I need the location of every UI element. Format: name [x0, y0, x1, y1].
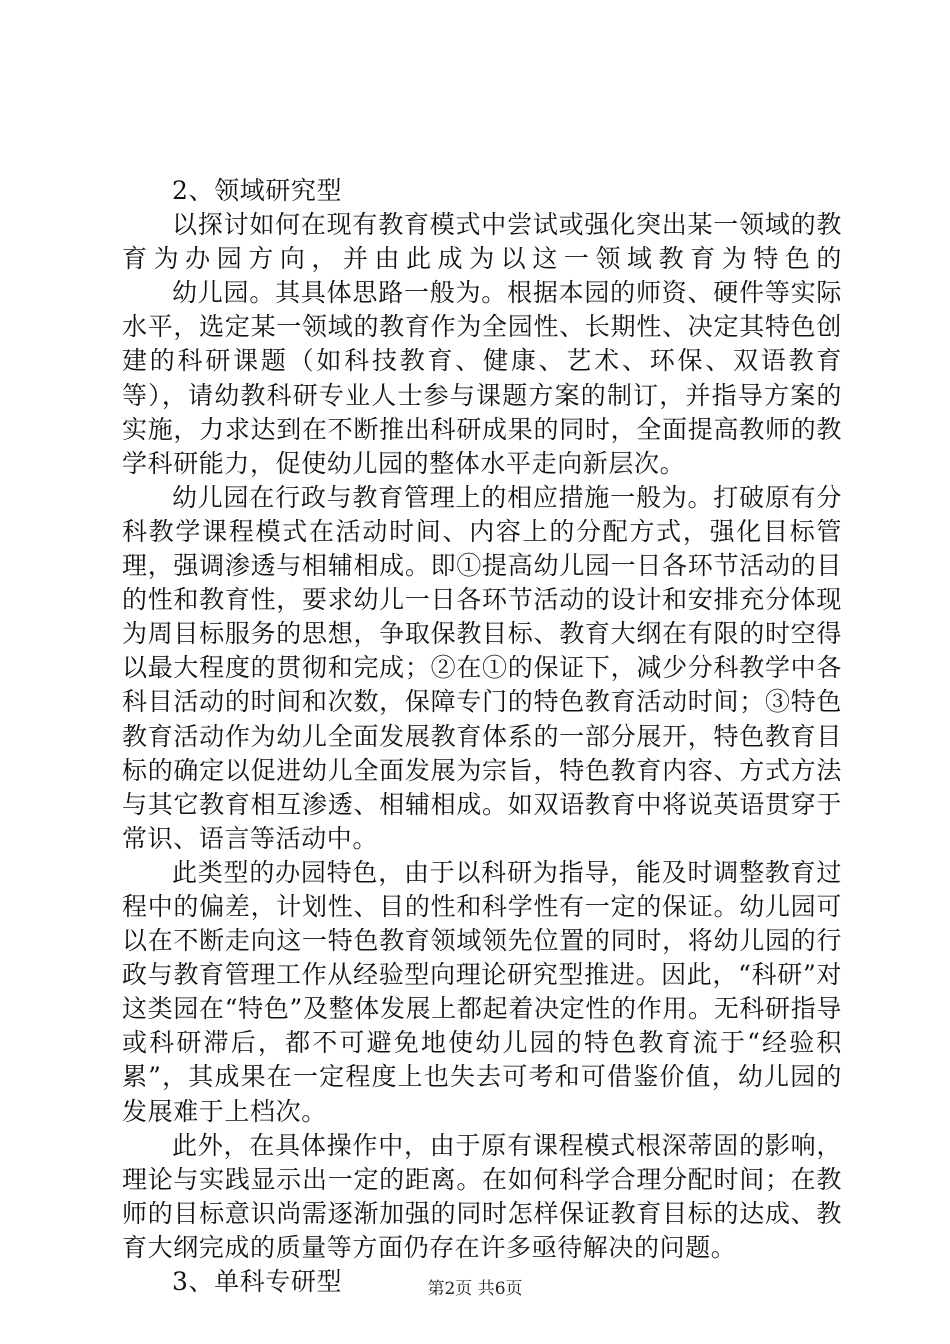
document-body [122, 174, 842, 1299]
paragraph-4: 此类型的办园特色，由于以科研为指导，能及时调整教育过程中的偏差，计划性、目的性和科学性有一定的保证。幼儿园可以在不断走向这一特色教育领域领先位置的同时，将幼儿园的行政与教育管理工作从经验型向理论研究型推进。因此，“科研”对这类园在“特色”及整体发展上都起着决定性的作用。无科研指导或科研滞后，都不可避免地使幼儿园的特色教育流于“经验积累”，其成果在一定程度上也失去可考和可借鉴价值，幼儿园的发展难于上档次。 [122, 857, 842, 1126]
paragraph-3: 幼儿园在行政与教育管理上的相应措施一般为。打破原有分科教学课程模式在活动时间、内容上的分配方式，强化目标管理，强调渗透与相辅相成。即①提高幼儿园一日各环节活动的目的性和教育性，要求幼儿一日各环节活动的设计和安排充分体现为周目标服务的思想，争取保教目标、教育大纲在有限的时空得以最大程度的贯彻和完成；②在①的保证下，减少分科教学中各科目活动的时间和次数，保障专门的特色教育活动时间；③特色教育活动作为幼儿全面发展教育体系的一部分展开，特色教育目标的确定以促进幼儿全面发展为宗旨，特色教育内容、方式方法与其它教育相互渗透、相辅相成。如双语教育中将说英语贯穿于常识、语言等活动中。 [122, 482, 842, 853]
section-heading-2: 2、领域研究型 [172, 176, 343, 205]
paragraph-2: 幼儿园。其具体思路一般为。根据本园的师资、硬件等实际水平，选定某一领域的教育作为全园性、长期性、决定其特色创建的科研课题（如科技教育、健康、艺术、环保、双语教育等），请幼教科研专业人士参与课题方案的制订，并指导方案的实施，力求达到在不断推出科研成果的同时，全面提高教师的教学科研能力，促使幼儿园的整体水平走向新层次。 [122, 278, 842, 478]
section-heading-3: 3、单科专研型 [172, 1267, 343, 1296]
paragraph-1: 以探讨如何在现有教育模式中尝试或强化突出某一领域的教育为办园方向，并由此成为以这一领域教育为特色的 [122, 210, 842, 274]
paragraph-5: 此外，在具体操作中，由于原有课程模式根深蒂固的影响，理论与实践显示出一定的距离。在如何科学合理分配时间；在教师的目标意识尚需逐渐加强的同时怎样保证教育目标的达成、教育大纲完成的质量等方面仍存在许多亟待解决的问题。 [122, 1130, 842, 1262]
page-footer: 第2页 共6页 [427, 1279, 523, 1299]
